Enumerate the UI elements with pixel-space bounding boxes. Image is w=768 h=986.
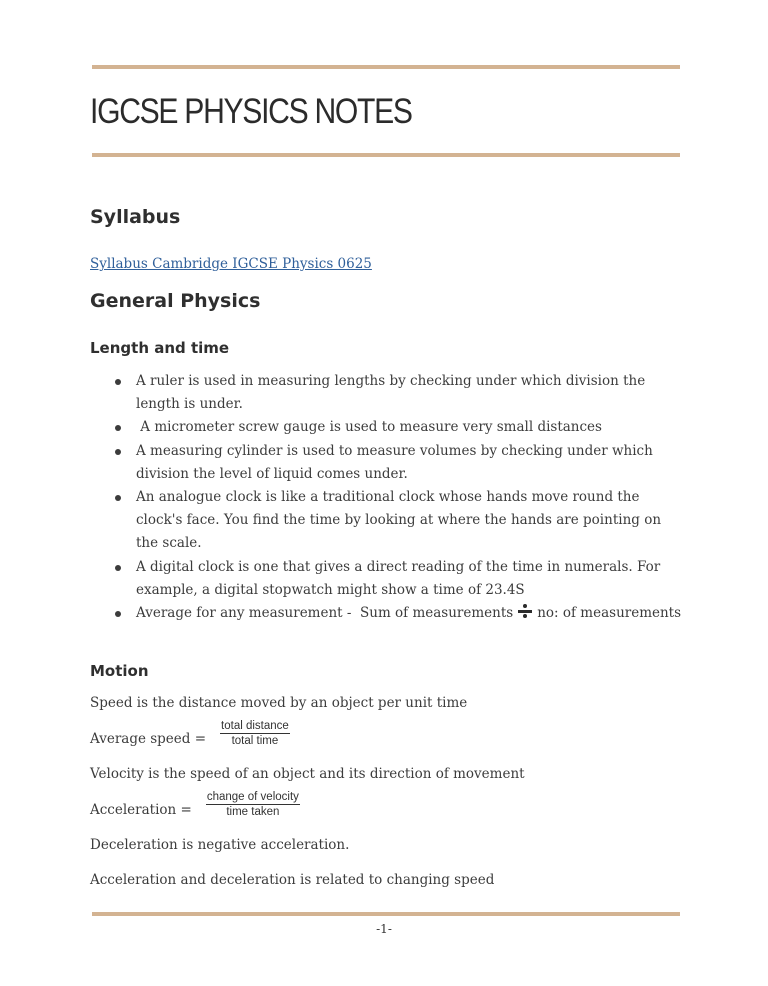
formula-label: Acceleration = (90, 802, 192, 818)
list-item-text: An analogue clock is like a traditional clock whose hands move round the clock's face. You find the time by looking at where the hands are pointing on the scale. (136, 489, 662, 552)
speed-definition: Speed is the distance moved by an object per unit time (90, 695, 468, 711)
average-speed-formula (90, 719, 290, 756)
numerator: total distance (221, 719, 289, 732)
page-title: IGCSE PHYSICS NOTES (90, 92, 412, 131)
list-item (136, 556, 684, 602)
motion-heading: Motion (90, 662, 149, 680)
length-and-time-heading: Length and time (90, 339, 230, 357)
denominator: time taken (226, 805, 280, 818)
top-rule (92, 65, 680, 69)
general-physics-heading: General Physics (90, 290, 261, 312)
list-item (136, 416, 684, 439)
list-item (136, 370, 684, 416)
bullet-icon (115, 379, 121, 385)
list-item (136, 440, 684, 486)
fraction (206, 790, 300, 819)
length-and-time-list (136, 370, 684, 625)
list-item (136, 486, 684, 556)
denominator: total time (231, 734, 279, 747)
list-item (136, 602, 684, 625)
bullet-icon (115, 495, 121, 501)
average-after-text: no: of measurements (537, 605, 682, 622)
list-item-text: A measuring cylinder is used to measure volumes by checking under which division the level of liquid comes under. (136, 442, 653, 482)
list-item-text: A micrometer screw gauge is used to measure very small distances (136, 419, 602, 436)
page-number: -1- (376, 922, 392, 936)
formula-label: Average speed = (90, 731, 207, 747)
fraction (220, 719, 290, 748)
numerator: change of velocity (206, 790, 299, 803)
division-icon (517, 604, 533, 618)
bullet-icon (115, 449, 121, 455)
title-rule (92, 153, 680, 157)
bullet-icon (115, 565, 121, 571)
syllabus-heading: Syllabus (90, 206, 181, 228)
deceleration-definition: Deceleration is negative acceleration. (90, 837, 350, 853)
list-item-text: A digital clock is one that gives a direct reading of the time in numerals. For example, a digital stopwatch might show a time of 23.4S (136, 558, 661, 598)
average-before-text: Average for any measurement - Sum of measurements (136, 605, 514, 622)
bullet-icon (115, 611, 121, 617)
bottom-rule (92, 912, 680, 916)
syllabus-link[interactable]: Syllabus Cambridge IGCSE Physics 0625 (90, 256, 372, 272)
velocity-definition: Velocity is the speed of an object and its direction of movement (90, 766, 525, 782)
acceleration-deceleration-note: Acceleration and deceleration is related to changing speed (90, 872, 495, 888)
bullet-icon (115, 425, 121, 431)
list-item-text: A ruler is used in measuring lengths by checking under which division the length is under. (136, 373, 646, 413)
acceleration-formula (90, 790, 300, 827)
